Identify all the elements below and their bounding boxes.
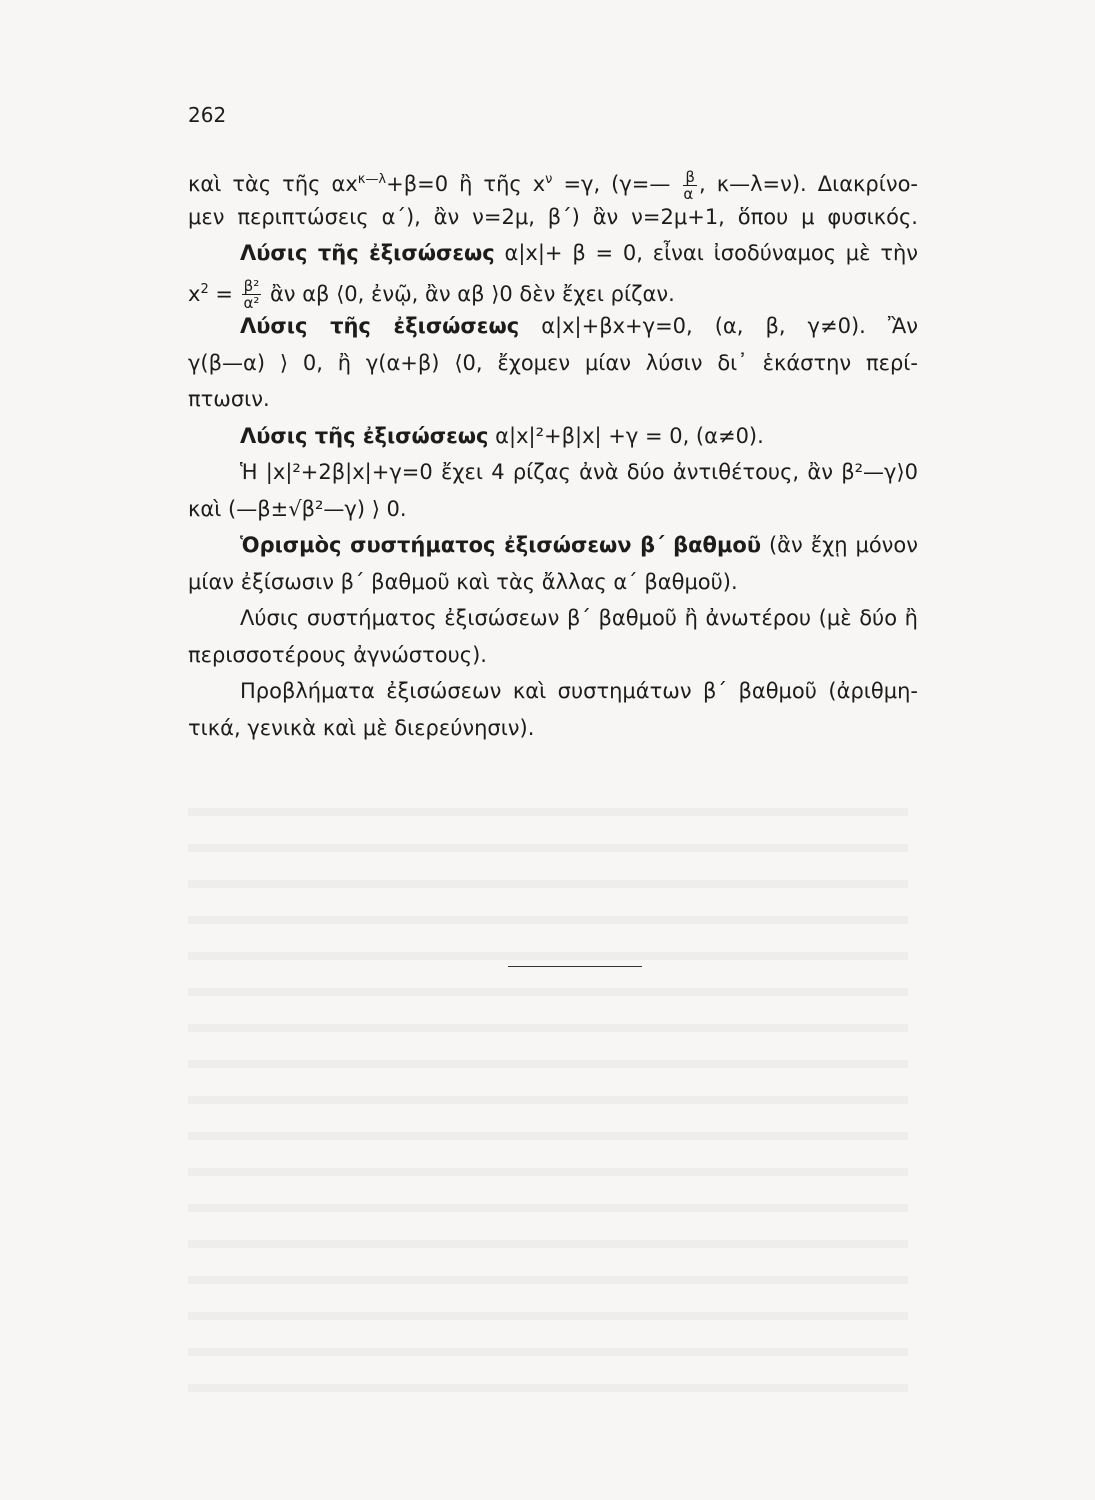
text-line-16: τικά, γενικὰ καὶ μὲ διερεύνησιν). [188,715,535,740]
text-line-4: $x^2$ = $\frac{\text{β²}}{\text{α²}}$ ἂν αβ ⟨0, ἐνῷ, ἂν αβ ⟩0 δὲν ἔχει ρίζαν. [188,277,675,312]
text-line-13: Λύσις συστήματος ἐξισώσεων β΄ βαθμοῦ ἢ ἀνωτέρου (μὲ δύο ἢ [240,606,918,630]
body-text [188,162,918,746]
heading-solution-1: Λύσις τῆς ἐξισώσεως [240,241,495,265]
text-line-2: μεν περιπτώσεις α΄), ἂν ν=2μ, β΄) ἂν ν=2μ+1, ὅπου μ φυσικός. [188,204,918,229]
section-divider-rule [508,966,642,967]
text-line-1: καὶ τὰς τῆς $\alpha x^{\kappa—\lambda}+\beta=0$ ἢ τῆς $x^\nu =\gamma$, (γ=— $\frac{\beta}{\alpha}$ , κ—λ=ν). Διακρίνο- [188,167,919,203]
text-line-14: περισσοτέρους ἀγνώστους). [188,642,487,667]
text-line-10: καὶ (—β±√β²—γ) ⟩ 0. [188,496,407,521]
fraction-beta2-over-alpha2: $\frac{\text{β²}}{\text{α²}}$ [243,277,260,312]
text-line-12: μίαν ἐξίσωσιν β΄ βαθμοῦ καὶ τὰς ἄλλας α΄ βαθμοῦ). [188,569,738,594]
fraction-beta-over-alpha: $\frac{\beta}{\alpha}$ [683,167,695,203]
heading-definition: Ὁρισμὸς συστήματος ἐξισώσεων β΄ βαθμοῦ [240,533,762,557]
text-line-11: Ὁρισμὸς συστήματος ἐξισώσεων β΄ βαθμοῦ (ἂν ἔχῃ μόνον [240,533,918,557]
heading-solution-3: Λύσις τῆς ἐξισώσεως [240,423,489,448]
text-line-6: γ(β—α) ⟩ 0, ἢ γ(α+β) ⟨0, ἔχομεν μίαν λύσιν δι᾽ ἑκάστην περί- [188,350,918,375]
text-line-7: πτωσιν. [188,387,270,411]
text-line-9: Ἡ |x|²+2β|x|+γ=0 ἔχει 4 ρίζας ἀνὰ δύο ἀντιθέτους, ἂν β²—γ⟩0 [240,460,918,484]
heading-solution-2: Λύσις τῆς ἐξισώσεως [240,314,520,338]
text-line-3: Λύσις τῆς ἐξισώσεως α|x|+ β = 0, εἶναι ἰσοδύναμος μὲ τὴν [240,241,918,265]
page-number: 262 [188,103,227,127]
text-line-8: Λύσις τῆς ἐξισώσεως α|x|²+β|x| +γ = 0, (α≠0). [240,423,764,448]
show-through-texture [188,780,908,1400]
text-line-15: Προβλήματα ἐξισώσεων καὶ συστημάτων β΄ βαθμοῦ (ἀριθμη- [240,679,918,703]
text-line-5: Λύσις τῆς ἐξισώσεως α|x|+βx+γ=0, (α, β, γ≠0). Ἂν [240,314,918,338]
